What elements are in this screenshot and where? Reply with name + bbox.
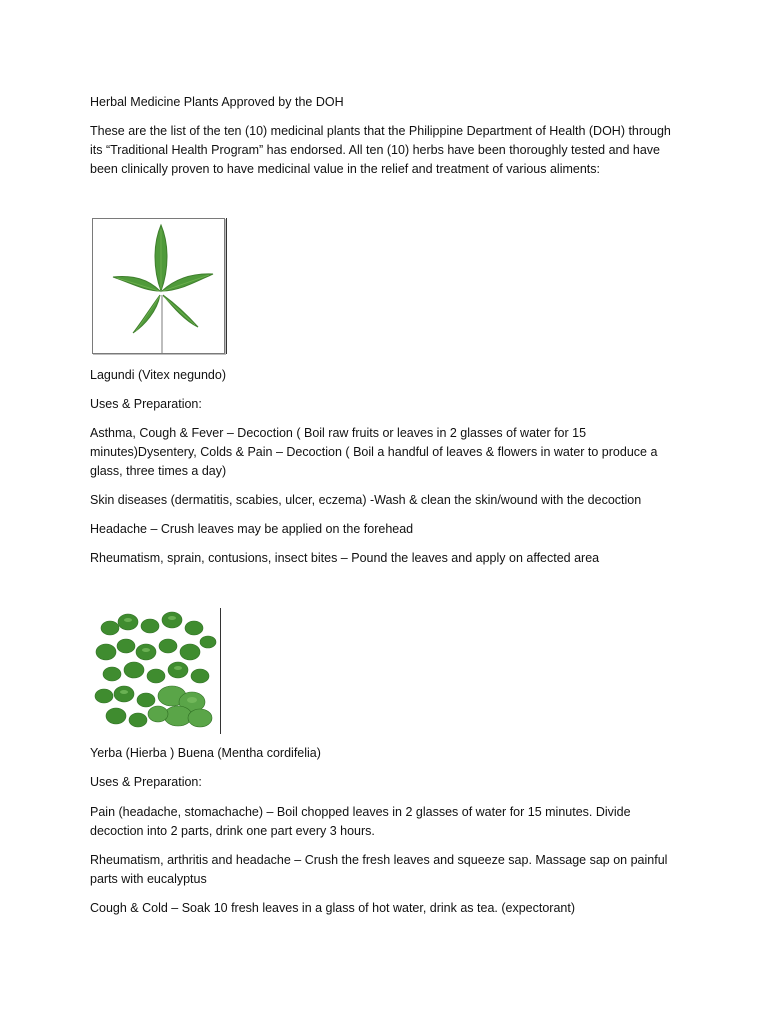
lagundi-leaf-image [92, 218, 225, 354]
plant-name-yerba-buena: Yerba (Hierba ) Buena (Mentha cordifelia) [90, 746, 321, 760]
document-title: Herbal Medicine Plants Approved by the DOH [90, 95, 344, 109]
image-right-border [226, 218, 227, 354]
yerba-buena-use-cough: Cough & Cold – Soak 10 fresh leaves in a glass of hot water, drink as tea. (expectorant) [90, 901, 575, 915]
image-right-border-2 [220, 608, 221, 734]
lagundi-use-rheumatism: Rheumatism, sprain, contusions, insect bites – Pound the leaves and apply on affected area [90, 551, 600, 565]
plant-name-lagundi: Lagundi (Vitex negundo) [90, 368, 226, 382]
yerba-buena-use-pain: Pain (headache, stomachache) – Boil chopped leaves in 2 glasses of water for 15 minutes. Divide decoction into 2 parts, drink one part every 3 hours. [90, 805, 631, 838]
yerba-buena-image [92, 608, 218, 732]
lagundi-use-headache: Headache – Crush leaves may be applied on the forehead [90, 522, 414, 536]
lagundi-use-skin: Skin diseases (dermatitis, scabies, ulcer, eczema) -Wash & clean the skin/wound with the decoction [90, 493, 642, 507]
yerba-buena-use-rheumatism: Rheumatism, arthritis and headache – Crush the fresh leaves and squeeze sap. Massage sap on painful parts with eucalyptus [90, 853, 668, 886]
uses-heading-lagundi: Uses & Preparation: [90, 397, 202, 411]
uses-heading-yerba-buena: Uses & Preparation: [90, 775, 202, 789]
intro-paragraph: These are the list of the ten (10) medicinal plants that the Philippine Department of Health (DOH) through its “Traditional Health Program” has endorsed. All ten (10) herbs have been thoroughly tested and have been clinically proven to have medicinal value in the relief and treatment of various aliments: [90, 124, 671, 176]
lagundi-use-asthma: Asthma, Cough & Fever – Decoction ( Boil raw fruits or leaves in 2 glasses of water for 15 minutes)Dysentery, Colds & Pain – Decoction ( Boil a handful of leaves & flowers in water to produce a glass, three times a day) [90, 426, 658, 478]
